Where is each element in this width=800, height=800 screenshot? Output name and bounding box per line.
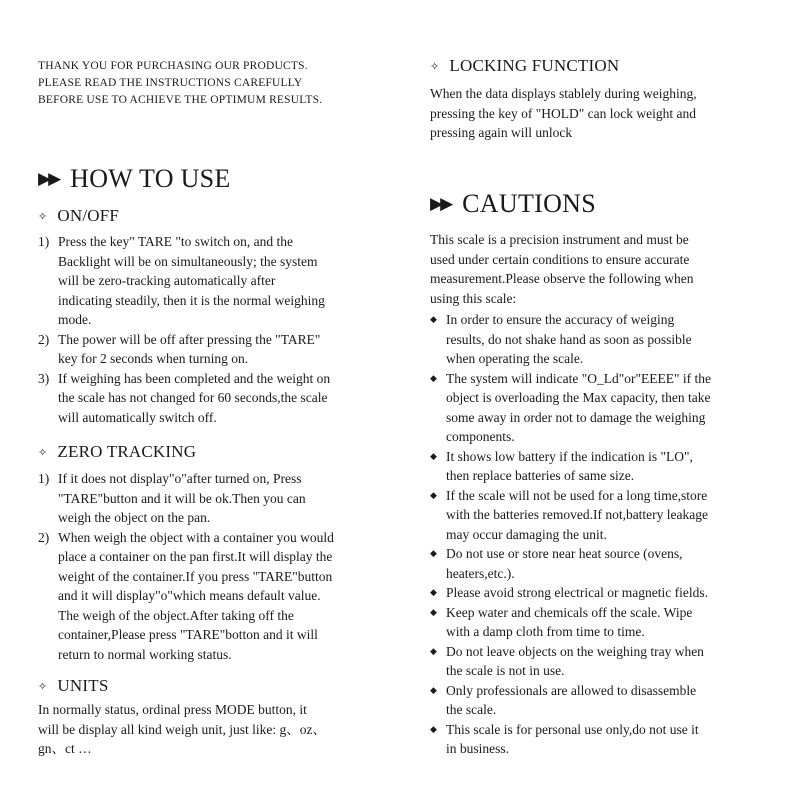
diamond-bullet-icon: ◆ — [430, 723, 437, 734]
caution-text — [446, 310, 775, 369]
caution-line: some away in order not to damage the weighing — [446, 409, 706, 425]
locking-title: LOCKING FUNCTION — [449, 56, 620, 75]
caution-line: the scale. — [446, 702, 497, 717]
caution-line: may occur damaging the unit. — [446, 526, 607, 542]
caution-line: Please avoid strong electrical or magnetic fields. — [446, 585, 709, 600]
list-line: the scale has not changed for 60 seconds,the scale — [58, 390, 328, 405]
list-line: mode. — [58, 312, 92, 327]
caution-item — [430, 544, 775, 583]
caution-line: It shows low battery if the indication is "LO", — [446, 448, 693, 464]
caution-item — [430, 681, 775, 720]
list-number: 2) — [38, 529, 50, 545]
caution-line: in business. — [446, 741, 510, 756]
diamond-bullet-icon: ◆ — [430, 548, 437, 558]
cautions-intro-line: measurement.Please observe the following when — [430, 271, 694, 286]
caution-item — [430, 642, 775, 681]
list-text — [58, 469, 388, 528]
caution-line: results, do not shake hand as soon as possible — [446, 331, 692, 347]
caution-line: The system will indicate "O_Ld"or"EEEE" if the — [446, 370, 711, 386]
diamond-cluster-icon: ✧ — [38, 680, 48, 693]
locking-text — [430, 84, 697, 143]
list-number: 1) — [38, 471, 50, 486]
zero-tracking-title: ZERO TRACKING — [57, 442, 197, 461]
list-text — [58, 369, 388, 428]
diamond-bullet-icon: ◆ — [430, 684, 437, 695]
caution-line: object is overloading the Max capacity, then take — [446, 390, 711, 405]
list-line: "TARE"button and it will be ok.Then you can — [58, 490, 306, 506]
caution-line: In order to ensure the accuracy of weiging — [446, 312, 675, 327]
cautions-heading — [430, 189, 596, 219]
diamond-bullet-icon: ◆ — [430, 645, 437, 656]
list-line: indicating steadily, then it is the normal weighing — [58, 292, 325, 308]
units-line: gn、ct … — [38, 741, 92, 756]
list-number: 1) — [38, 234, 50, 249]
caution-text — [446, 642, 775, 681]
caution-line: If the scale will not be used for a long time,store — [446, 487, 708, 503]
caution-item — [430, 603, 775, 642]
units-text — [38, 700, 326, 759]
list-item — [38, 330, 388, 369]
caution-item — [430, 486, 775, 545]
cautions-intro-line: This scale is a precision instrument and must be — [430, 232, 689, 247]
list-line: weight of the container.If you press "TARE"button — [58, 568, 333, 584]
on-off-list — [38, 232, 388, 427]
list-line: key for 2 seconds when turning on. — [58, 351, 249, 366]
list-line: will be zero-tracking automatically after — [58, 273, 276, 288]
list-number: 3) — [38, 370, 50, 386]
diamond-bullet-icon: ◆ — [430, 372, 437, 383]
caution-text — [446, 583, 775, 603]
caution-text — [446, 447, 775, 486]
caution-item — [430, 583, 775, 603]
cautions-title: CAUTIONS — [462, 189, 597, 218]
units-heading — [38, 676, 108, 696]
locking-line: pressing again will unlock — [430, 125, 573, 140]
caution-line: then replace batteries of same size. — [446, 468, 635, 483]
diamond-cluster-icon: ✧ — [38, 210, 48, 223]
caution-item — [430, 720, 775, 759]
list-line: When weigh the object with a container you would — [58, 529, 334, 545]
locking-heading — [430, 56, 619, 76]
list-line: Press the key" TARE "to switch on, and the — [58, 234, 294, 249]
units-line: will be display all kind weigh unit, just like: g、oz、 — [38, 721, 326, 737]
intro-line: BEFORE USE TO ACHIEVE THE OPTIMUM RESULTS. — [38, 94, 323, 106]
zero-tracking-list — [38, 469, 388, 664]
list-line: If weighing has been completed and the weight on — [58, 370, 331, 386]
list-line: If it does not display"o"after turned on, Press — [58, 471, 302, 486]
cautions-list — [430, 310, 775, 759]
diamond-cluster-icon: ✧ — [430, 60, 440, 73]
list-text — [58, 232, 388, 330]
caution-text — [446, 603, 775, 642]
diamond-bullet-icon: ◆ — [430, 489, 437, 500]
caution-text — [446, 681, 775, 720]
caution-text — [446, 369, 775, 447]
cautions-intro-line: used under certain conditions to ensure accurate — [430, 251, 690, 267]
list-line: return to normal working status. — [58, 646, 232, 662]
list-line: The power will be off after pressing the "TARE" — [58, 331, 321, 347]
cautions-intro — [430, 230, 694, 308]
on-off-heading — [38, 206, 119, 226]
list-line: container,Please press "TARE"botton and it will — [58, 627, 318, 642]
caution-line: Do not use or store near heat source (ovens, — [446, 546, 683, 561]
caution-line: with a damp cloth from time to time. — [446, 624, 645, 639]
list-item — [38, 232, 388, 330]
caution-item — [430, 310, 775, 369]
diamond-cluster-icon: ✧ — [38, 446, 48, 459]
intro-line: THANK YOU FOR PURCHASING OUR PRODUCTS. — [38, 60, 308, 72]
intro-notice — [38, 58, 322, 109]
caution-line: Only professionals are allowed to disassemble — [446, 682, 697, 698]
diamond-bullet-icon: ◆ — [430, 314, 437, 324]
locking-line: When the data displays stablely during weighing, — [430, 86, 697, 101]
diamond-bullet-icon: ◆ — [430, 587, 437, 597]
caution-line: heaters,etc.). — [446, 565, 515, 581]
list-line: place a container on the pan first.It will display the — [58, 549, 333, 564]
list-line: weigh the object on the pan. — [58, 510, 211, 525]
list-text — [58, 330, 388, 369]
diamond-bullet-icon: ◆ — [430, 450, 437, 461]
list-number: 2) — [38, 331, 50, 347]
caution-item — [430, 369, 775, 447]
zero-tracking-heading — [38, 442, 196, 462]
list-item — [38, 369, 388, 428]
cautions-intro-line: using this scale: — [430, 290, 517, 306]
how-to-use-heading — [38, 164, 231, 194]
caution-text — [446, 544, 775, 583]
caution-text — [446, 720, 775, 759]
caution-line: components. — [446, 429, 515, 444]
list-line: Backlight will be on simultaneously; the system — [58, 253, 318, 269]
list-item — [38, 528, 388, 665]
double-arrow-icon: ▶▶ — [430, 194, 451, 213]
diamond-bullet-icon: ◆ — [430, 606, 437, 617]
list-line: The weigh of the object.After taking off the — [58, 607, 294, 623]
units-title: UNITS — [57, 676, 109, 695]
caution-line: with the batteries removed.If not,battery leakage — [446, 507, 709, 522]
list-text — [58, 528, 388, 665]
list-line: and it will display"o"which means default value. — [58, 588, 321, 603]
caution-line: Keep water and chemicals off the scale. Wipe — [446, 604, 693, 620]
list-item — [38, 469, 388, 528]
caution-item — [430, 447, 775, 486]
caution-line: when operating the scale. — [446, 351, 584, 366]
caution-line: This scale is for personal use only,do not use it — [446, 721, 699, 737]
list-line: will automatically switch off. — [58, 409, 217, 425]
intro-line: PLEASE READ THE INSTRUCTIONS CAREFULLY — [38, 77, 303, 89]
caution-line: Do not leave objects on the weighing tray when — [446, 643, 704, 659]
on-off-title: ON/OFF — [57, 206, 120, 225]
locking-line: pressing the key of "HOLD" can lock weight and — [430, 105, 696, 121]
caution-line: the scale is not in use. — [446, 663, 565, 678]
double-arrow-icon: ▶▶ — [38, 169, 59, 188]
units-line: In normally status, ordinal press MODE button, it — [38, 702, 307, 717]
how-to-use-title: HOW TO USE — [70, 164, 231, 193]
caution-text — [446, 486, 775, 545]
